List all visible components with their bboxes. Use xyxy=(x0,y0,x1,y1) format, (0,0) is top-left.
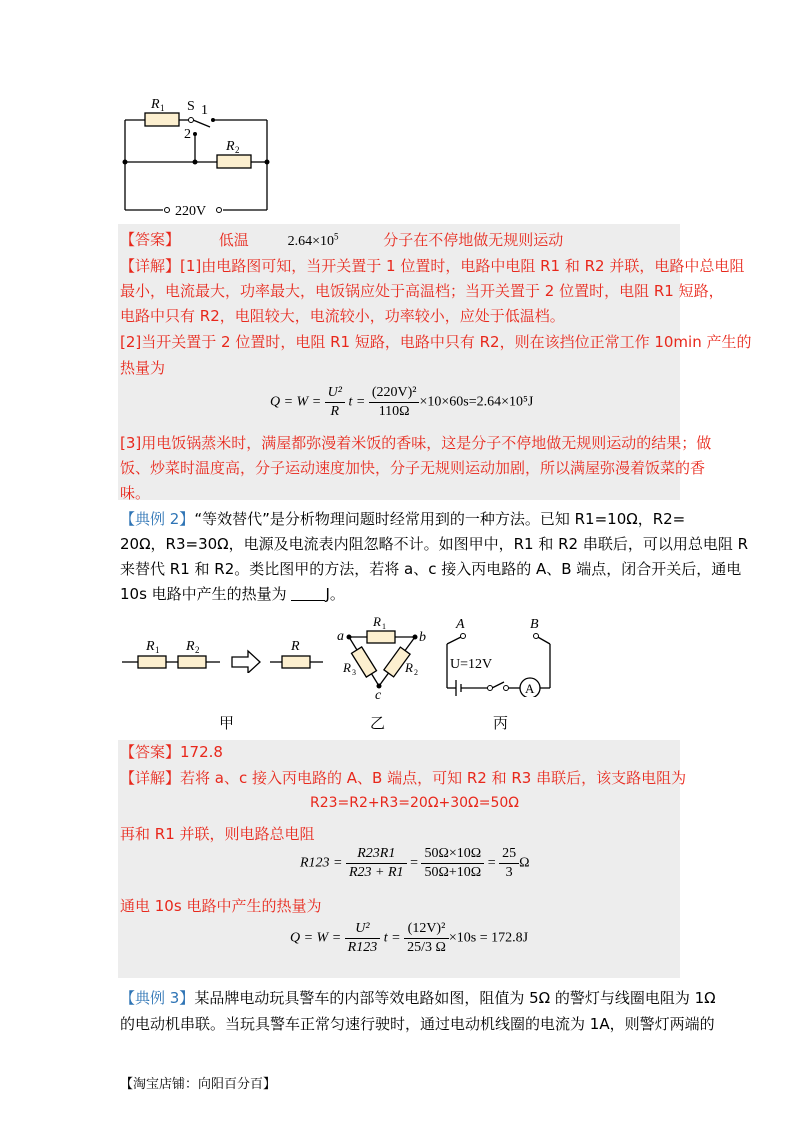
circuit-diagram-1 xyxy=(115,92,285,222)
detail-line-7: 饭、炒菜时温度高，分子运动速度加快，分子无规则运动加剧，所以满屋弥漫着饭菜的香 xyxy=(120,459,706,477)
svg-text:1: 1 xyxy=(155,645,160,655)
yi-point-c: c xyxy=(375,688,382,700)
jia-r2-label: R xyxy=(186,639,195,654)
formula-r23: R23=R2+R3=20Ω+30Ω=50Ω xyxy=(310,795,520,811)
svg-text:2: 2 xyxy=(414,668,418,677)
footer-shop: 【淘宝店铺：向阳百分百】 xyxy=(120,1077,277,1092)
answer2-detail-3: 通电 10s 电路中产生的热量为 xyxy=(120,897,322,915)
answer2-line: 【答案】172.8 xyxy=(120,743,223,761)
c1-r1-label: R xyxy=(151,97,160,112)
example2-line-4: 10s 电路中产生的热量为 J。 xyxy=(120,585,345,603)
c1-switch-label: S xyxy=(187,99,195,114)
detail-line-5: 热量为 xyxy=(120,359,166,377)
figure-bing xyxy=(440,612,560,697)
detail-line-1: 【详解】[1]由电路图可知，当开关置于 1 位置时，电路中电阻 R1 和 R2 并联，电路中总电阻 xyxy=(120,257,745,275)
answer-a3: 分子在不停地做无规则运动 xyxy=(383,230,564,249)
answer-blank xyxy=(291,586,325,601)
example2-line-2: 20Ω，R3=30Ω，电源及电流表内阻忽略不计。如图甲中，R1 和 R2 串联后，可以用总电阻 R xyxy=(120,535,749,553)
bing-point-B: B xyxy=(530,617,539,632)
c1-pos1-label: 1 xyxy=(201,103,208,118)
svg-text:3: 3 xyxy=(352,668,356,677)
answer-line-1 xyxy=(120,225,563,253)
figure-jia xyxy=(120,628,325,673)
detail-line-8: 味。 xyxy=(120,484,151,502)
bing-voltage: U=12V xyxy=(450,657,493,672)
svg-text:R: R xyxy=(373,614,381,629)
detail-line-2: 最小，电流最大，功率最大，电饭锅应处于高温档；当开关置于 2 位置时，电阻 R1 短路， xyxy=(120,282,724,300)
c1-r1-sub: 1 xyxy=(160,103,165,113)
answer-tag: 【答案】 xyxy=(120,230,181,249)
fig-label-yi: 乙 xyxy=(370,714,386,732)
example3-line-1: 【典例 3】某品牌电动玩具警车的内部等效电路如图，阻值为 5Ω 的警灯与线圈电阻为 1Ω xyxy=(120,989,716,1007)
fig-label-jia: 甲 xyxy=(219,714,235,732)
fig-label-bing: 丙 xyxy=(493,714,509,732)
answer2-value: 172.8 xyxy=(180,743,223,761)
ammeter-label: A xyxy=(525,681,535,696)
example2-line-1: 【典例 2】“等效替代”是分析物理问题时经常用到的一种方法。已知 R1=10Ω，R2= xyxy=(120,510,686,528)
answer-a1: 低温 xyxy=(218,230,249,249)
answer-a2: $2.64\times 10^5$ xyxy=(287,231,339,249)
answer2-detail-2: 再和 R1 并联，则电路总电阻 xyxy=(120,825,315,843)
detail-line-6: [3]用电饭锅蒸米时，满屋都弥漫着米饭的香味，这是分子不停地做无规则运动的结果；做 xyxy=(120,434,712,452)
svg-text:R: R xyxy=(343,660,351,675)
yi-point-b: b xyxy=(419,630,426,645)
c1-source-label: 220V xyxy=(175,204,207,219)
answer2-detail-1: 【详解】若将 a、c 接入丙电路的 A、B 端点，可知 R2 和 R3 串联后，该支路电阻为 xyxy=(120,769,687,787)
svg-text:R: R xyxy=(405,660,413,675)
jia-r-label: R xyxy=(291,639,300,654)
formula-heat-2: Q = W = $\frac{\text{U²}}{R123}$ t = $\frac{\text{(12V)²}}{25/3 \Omega}$ ×10s = 172.8J xyxy=(290,921,529,955)
bing-point-A: A xyxy=(456,617,465,632)
detail-line-3: 电路中只有 R2，电阻较大，电流较小，功率较小，应处于低温档。 xyxy=(120,307,565,325)
example2-line-3: 来替代 R1 和 R2。类比图甲的方法，若将 a、c 接入丙电路的 A、B 端点，闭合开关后，通电 xyxy=(120,560,742,578)
svg-text:1: 1 xyxy=(382,622,386,631)
formula-r123: R123 = $\frac{R23R1}{R23 + R1}$ = $\frac{50\Omega\times 10\Omega}{50\Omega+10\Omega}$ = $\frac{25}{3}$ Ω xyxy=(300,846,530,880)
c1-r2-label: R xyxy=(226,139,235,154)
jia-r1-label: R xyxy=(146,639,155,654)
yi-point-a: a xyxy=(337,629,344,644)
svg-text:2: 2 xyxy=(195,645,200,655)
detail-line-4: [2]当开关置于 2 位置时，电阻 R1 短路，电路中只有 R2，则在该挡位正常工作 10min 产生的 xyxy=(120,333,752,351)
c1-r2-sub: 2 xyxy=(235,145,240,155)
formula-heat-1: Q = W = $\frac{\text{U²}}{R}$ t = $\frac{\text{(220V)²}}{110\Omega}$ ×10×60s=2.64×10⁵J xyxy=(270,385,534,419)
figure-yi xyxy=(335,610,430,700)
example3-line-2: 的电动机串联。当玩具警车正常匀速行驶时，通过电动机线圈的电流为 1A，则警灯两端的 xyxy=(120,1015,715,1033)
c1-pos2-label: 2 xyxy=(184,127,191,142)
